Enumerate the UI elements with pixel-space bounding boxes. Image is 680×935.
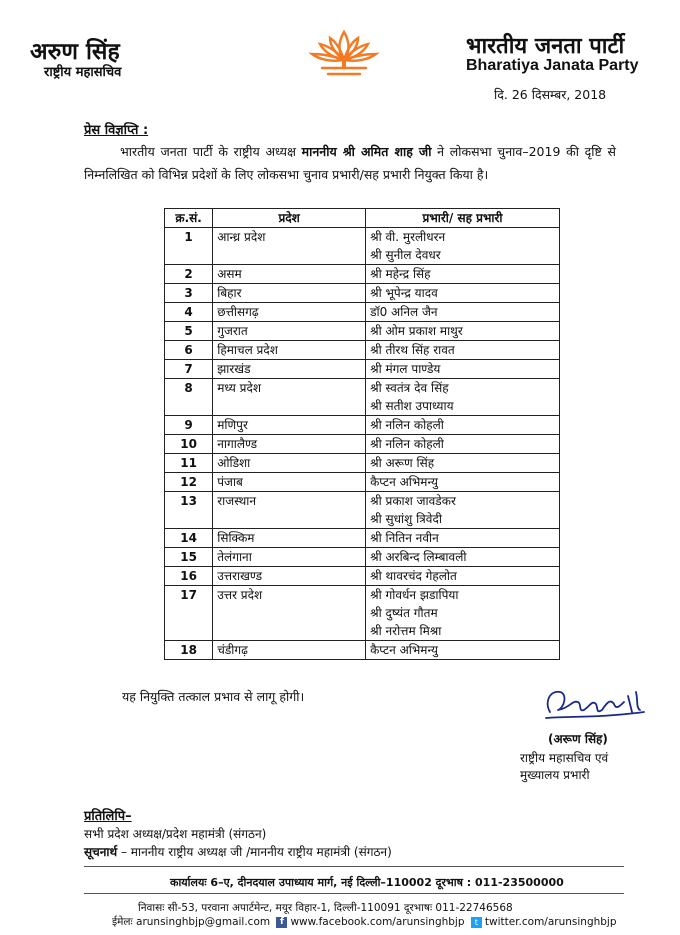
footer-email[interactable]: ईमेलः arunsinghbjp@gmail.com [112, 916, 271, 928]
signatory-title-1: राष्ट्रीय महासचिव एवं [520, 751, 609, 765]
footer-divider-2 [84, 893, 624, 894]
press-release-label: प्रेस विज्ञप्ति : [84, 123, 149, 138]
incharge-cell: श्री भूपेन्द्र यादव [366, 284, 560, 303]
incharge-cell: श्री सुनील देवधर [366, 246, 560, 265]
table-row [165, 473, 560, 492]
para-part2: ने लोकसभा चुनाव–2019 की दृष्टि से निम्नलिखित को विभिन्न प्रदेशों के लिए लोकसभा चुनाव प्रभारी/सह प्रभारी नियुक्त किया है। [84, 144, 616, 182]
copy-line-1: सभी प्रदेश अध्यक्ष/प्रदेश महामंत्री (संगठन) [84, 827, 267, 841]
serial-cell: 13 [165, 492, 213, 529]
state-cell: आन्ध्र प्रदेश [213, 228, 366, 265]
table-row [165, 379, 560, 398]
state-cell: उत्तर प्रदेश [213, 586, 366, 641]
serial-cell: 10 [165, 435, 213, 454]
table-row [165, 529, 560, 548]
footer-contact [112, 915, 617, 929]
footer-facebook[interactable]: www.facebook.com/arunsinghbjp [290, 916, 465, 928]
incharge-table [164, 208, 560, 660]
facebook-icon: f [276, 917, 287, 928]
incharge-cell: श्री तीरथ सिंह रावत [366, 341, 560, 360]
signatory-title-2: मुख्यालय प्रभारी [520, 768, 590, 782]
table-row [165, 360, 560, 379]
state-cell: ओडिशा [213, 454, 366, 473]
incharge-cell: श्री नितिन नवीन [366, 529, 560, 548]
incharge-cell: कैप्टन अभिमन्यु [366, 473, 560, 492]
header-serial: क्र.सं. [165, 209, 213, 228]
serial-cell: 15 [165, 548, 213, 567]
header-incharge: प्रभारी/ सह प्रभारी [366, 209, 560, 228]
state-cell: उत्तराखण्ड [213, 567, 366, 586]
incharge-cell: श्री नलिन कोहली [366, 435, 560, 454]
table-row [165, 641, 560, 660]
state-cell: हिमाचल प्रदेश [213, 341, 366, 360]
state-cell: मणिपुर [213, 416, 366, 435]
serial-cell: 16 [165, 567, 213, 586]
party-name-hindi: भारतीय जनता पार्टी [466, 34, 625, 59]
state-cell: नागालैण्ड [213, 435, 366, 454]
table-row [165, 341, 560, 360]
serial-cell: 2 [165, 265, 213, 284]
state-cell: मध्य प्रदेश [213, 379, 366, 416]
table-row [165, 548, 560, 567]
incharge-cell: कैप्टन अभिमन्यु [366, 641, 560, 660]
table-row [165, 303, 560, 322]
incharge-cell: श्री थावरचंद गेहलोत [366, 567, 560, 586]
serial-cell: 3 [165, 284, 213, 303]
serial-cell: 17 [165, 586, 213, 641]
state-cell: सिक्किम [213, 529, 366, 548]
copy-line-2-rest: – माननीय राष्ट्रीय अध्यक्ष जी /माननीय राष्ट्रीय महामंत्री (संगठन) [117, 845, 392, 859]
incharge-cell: श्री प्रकाश जावडेकर [366, 492, 560, 511]
serial-cell: 4 [165, 303, 213, 322]
twitter-icon: t [471, 917, 482, 928]
copy-line-2-bold: सूचनार्थ [84, 845, 118, 859]
table-row [165, 567, 560, 586]
serial-cell: 11 [165, 454, 213, 473]
incharge-cell: श्री वी. मुरलीधरन [366, 228, 560, 247]
serial-cell: 6 [165, 341, 213, 360]
serial-cell: 7 [165, 360, 213, 379]
incharge-cell: श्री अरूण सिंह [366, 454, 560, 473]
table-row [165, 265, 560, 284]
serial-cell: 1 [165, 228, 213, 265]
footer-office-address: कार्यालयः 6–ए, दीनदयाल उपाध्याय मार्ग, नई दिल्ली–110002 दूरभाष : 011-23500000 [170, 876, 564, 889]
state-cell: गुजरात [213, 322, 366, 341]
incharge-cell: श्री नलिन कोहली [366, 416, 560, 435]
state-cell: असम [213, 265, 366, 284]
serial-cell: 5 [165, 322, 213, 341]
state-cell: झारखंड [213, 360, 366, 379]
copy-label: प्रतिलिपि– [84, 809, 132, 824]
state-cell: छत्तीसगढ़ [213, 303, 366, 322]
footer-residence-address: निवासः सी-53, परवाना अपार्टमेन्ट, मयूर विहार-1, दिल्ली-110091 दूरभाषः 011-22746568 [138, 902, 513, 914]
state-cell: राजस्थान [213, 492, 366, 529]
incharge-cell: श्री सतीश उपाध्याय [366, 397, 560, 416]
incharge-cell: श्री दुष्यंत गौतम [366, 604, 560, 622]
incharge-cell: श्री महेन्द्र सिंह [366, 265, 560, 284]
serial-cell: 14 [165, 529, 213, 548]
table-header-row [165, 209, 560, 228]
copy-line-2 [84, 843, 392, 860]
para-part1: भारतीय जनता पार्टी के राष्ट्रीय अध्यक्ष [120, 144, 302, 159]
incharge-cell: श्री स्वतंत्र देव सिंह [366, 379, 560, 398]
para-bold: माननीय श्री अमित शाह जी [301, 144, 432, 159]
state-cell: तेलंगाना [213, 548, 366, 567]
table-row [165, 435, 560, 454]
incharge-cell: श्री गोवर्धन झडापिया [366, 586, 560, 605]
signature-image [540, 682, 648, 726]
serial-cell: 9 [165, 416, 213, 435]
serial-cell: 12 [165, 473, 213, 492]
incharge-cell: श्री ओम प्रकाश माथुर [366, 322, 560, 341]
serial-cell: 8 [165, 379, 213, 416]
table-row [165, 284, 560, 303]
table-row [165, 492, 560, 511]
header-state: प्रदेश [213, 209, 366, 228]
incharge-cell: श्री सुधांशु त्रिवेदी [366, 510, 560, 529]
table-row [165, 322, 560, 341]
table-row [165, 416, 560, 435]
sender-title: राष्ट्रीय महासचिव [44, 65, 122, 80]
table-row [165, 228, 560, 247]
press-release-paragraph [84, 140, 616, 186]
lotus-icon [308, 24, 380, 82]
party-name-english: Bharatiya Janata Party [466, 57, 639, 74]
table-row [165, 586, 560, 605]
incharge-cell: श्री अरबिन्द लिम्बावली [366, 548, 560, 567]
state-cell: पंजाब [213, 473, 366, 492]
effect-statement: यह नियुक्ति तत्काल प्रभाव से लागू होगी। [122, 689, 305, 704]
table-row [165, 454, 560, 473]
letter-date: दि. 26 दिसम्बर, 2018 [494, 87, 607, 102]
state-cell: चंडीगढ़ [213, 641, 366, 660]
state-cell: बिहार [213, 284, 366, 303]
signatory-name: (अरूण सिंह) [548, 732, 608, 746]
sender-name: अरुण सिंह [30, 39, 120, 65]
incharge-cell: श्री नरोत्तम मिश्रा [366, 622, 560, 641]
incharge-cell: श्री मंगल पाण्डेय [366, 360, 560, 379]
footer-divider [84, 866, 624, 867]
footer-twitter[interactable]: twitter.com/arunsinghbjp [484, 916, 617, 928]
incharge-cell: डॉ0 अनिल जैन [366, 303, 560, 322]
serial-cell: 18 [165, 641, 213, 660]
